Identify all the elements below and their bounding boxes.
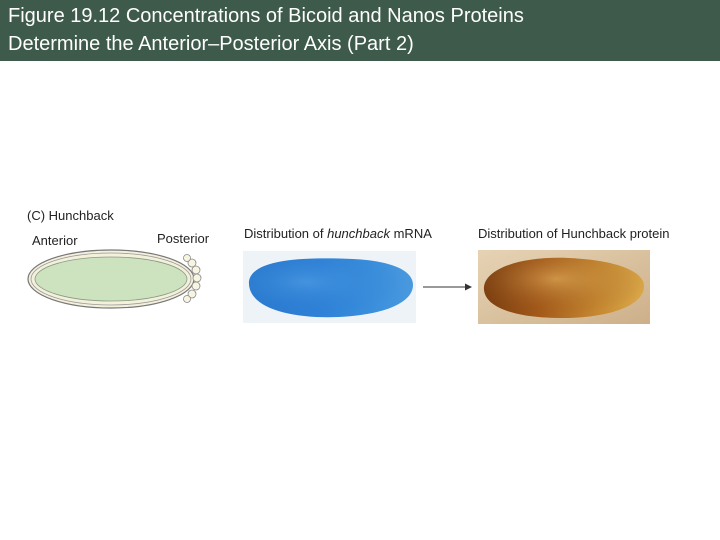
slide-title-line-1: Figure 19.12 Concentrations of Bicoid and Nanos Proteins xyxy=(8,5,524,27)
mrna-caption-prefix: Distribution of xyxy=(244,226,328,241)
mrna-caption xyxy=(244,226,432,241)
panel-label: (C) Hunchback xyxy=(27,208,114,223)
posterior-label: Posterior xyxy=(157,231,210,246)
hunchback-mrna-photo xyxy=(243,251,416,323)
title-bar xyxy=(0,0,720,61)
anterior-label: Anterior xyxy=(32,233,78,248)
embryo-diagram xyxy=(26,248,206,310)
hunchback-protein-photo xyxy=(478,250,650,324)
right-arrow-icon xyxy=(421,280,473,294)
slide-title-line-2: Determine the Anterior–Posterior Axis (Part 2) xyxy=(8,33,414,55)
protein-caption: Distribution of Hunchback protein xyxy=(478,226,670,241)
mrna-caption-italic: hunchback xyxy=(327,226,390,241)
mrna-caption-suffix: mRNA xyxy=(389,226,432,241)
